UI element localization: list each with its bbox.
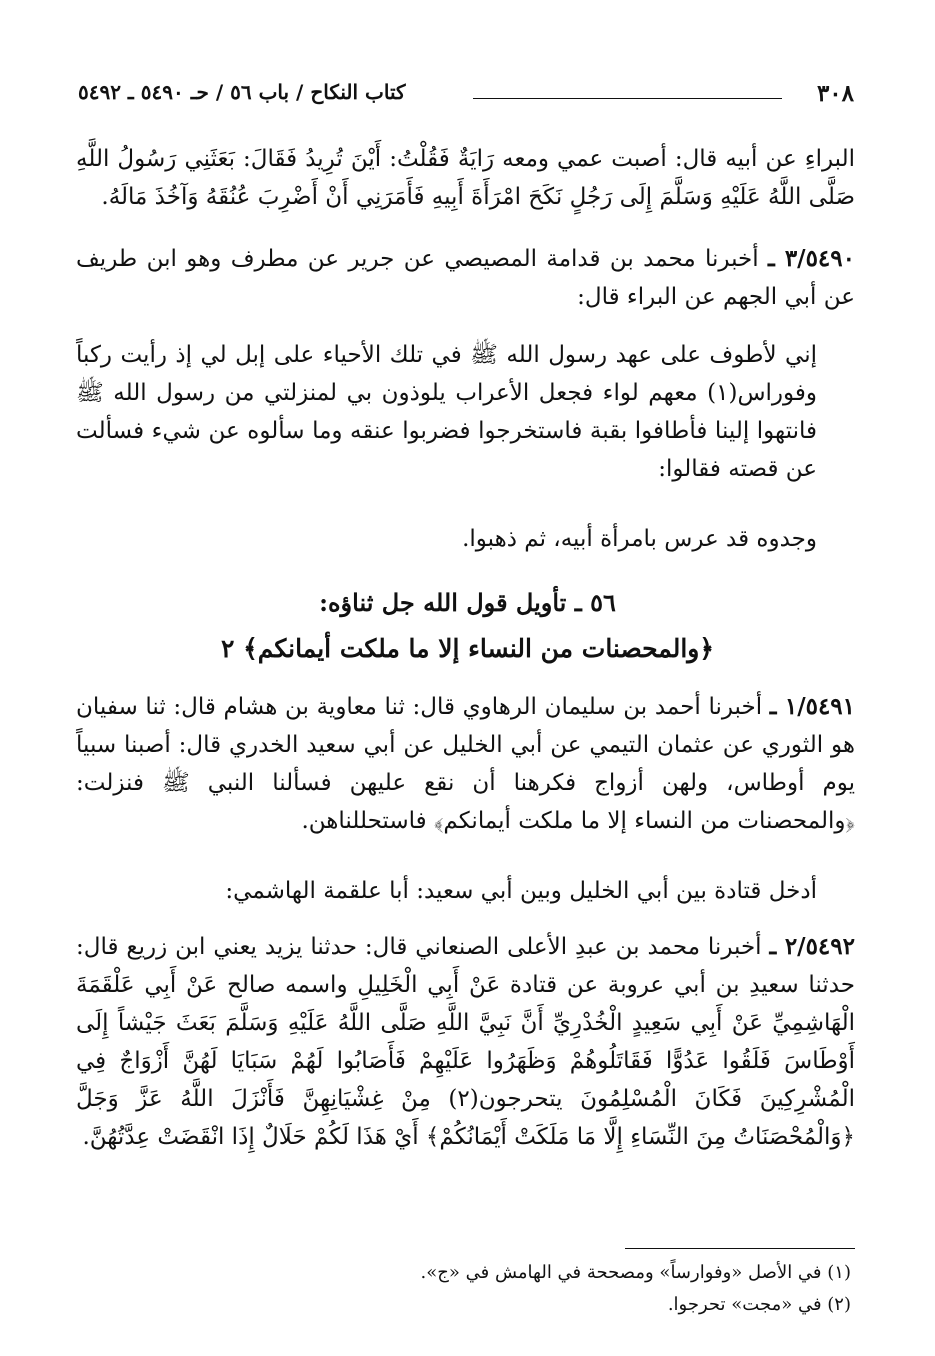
- hadith-number: ٣/٥٤٩٠ ـ: [768, 245, 855, 272]
- paragraph-bara: البراءِ عن أبيه قال: أصبت عمي ومعه رَايَةٌ فَقُلْتُ: أَيْنَ تُرِيدُ فَقَالَ: بَعَثَنِي رَسُولُ اللَّهِ صَلَّى اللَّهُ عَلَيْهِ وَسَلَّمَ إِلَى رَجُلٍ نَكَحَ امْرَأَةَ أَبِيهِ فَأَمَرَنِي أَنْ أَضْرِبَ عُنُقَهُ وَآخُذَ مَالَهُ.: [76, 146, 855, 210]
- paragraph-note: أدخل قتادة بين أبي الخليل وبين أبي سعيد: أبا علقمة الهاشمي:: [225, 878, 817, 904]
- hadith-5490: [76, 240, 855, 316]
- hadith-5492: [76, 928, 855, 1156]
- chapter-verse: ﴿والمحصنات من النساء إلا ما ملكت أيمانكم﴾ ٢: [220, 634, 715, 663]
- hadith-text: أخبرنا محمد بن قدامة المصيصي عن جرير عن مطرف وهو ابن طريف عن أبي الجهم عن البراء قال:: [76, 246, 855, 310]
- page-number: ٣٠٨: [816, 80, 854, 107]
- chapter-title: ٥٦ ـ تأويل قول الله جل ثناؤه:: [319, 588, 616, 617]
- footnote-rule: [625, 1248, 855, 1249]
- paragraph-ending: وجدوه قد عرس بامرأة أبيه، ثم ذهبوا.: [462, 526, 817, 552]
- hadith-text: أخبرنا محمد بن عبدِ الأعلى الصنعاني قال: حدثنا يزيد يعني ابن زريع قال: حدثنا سعيدِ بن أبي عروبة عن قتادة عَنْ أَبِي الْخَلِيلِ واسمه صالح عَنْ أَبِي عَلْقَمَةَ الْهَاشِمِيِّ عَنْ أَبِي سَعِيدٍ الْخُدْرِيِّ أَنَّ نَبِيَّ اللَّهِ صَلَّى اللَّهُ عَلَيْهِ وَسَلَّمَ بَعَثَ جَيْشاً إِلَى أَوْطَاسَ فَلَقُوا عَدُوًّا فَقَاتَلُوهُمْ وَظَهَرُوا عَلَيْهِمْ فَأَصَابُوا لَهُمْ سَبَايَا لَهُنَّ أَزْوَاجٌ فِي الْمُشْرِكِينَ فَكَانَ الْمُسْلِمُونَ يتحرجون(٢) مِنْ غِشْيَانِهِنَّ فَأَنْزَلَ اللَّهُ عَزَّ وَجَلَّ ﴿وَالْمُحْصَنَاتُ مِنَ النِّسَاءِ إِلَّا مَا مَلَكَتْ أَيْمَانُكُمْ﴾ أَيْ هَذَا لَكُمْ حَلَالٌ إِذَا انْقَضَتْ عِدَّتُهُنَّ.: [76, 934, 855, 1150]
- footnote: (١) في الأصل «وفوارساً» ومصححة في الهامش في «ج».: [420, 1262, 851, 1283]
- hadith-number: ١/٥٤٩١ ـ: [769, 693, 856, 720]
- paragraph-narration: إني لأطوف على عهد رسول الله ﷺ في تلك الأحياء على إبل لي إذ رأيت ركباً وفوراس(١) معهم لواء فجعل الأعراب يلوذون بي لمنزلتي من رسول الله ﷺ فانتهوا إلينا فأطافوا بقبة فاستخرجوا فضربوا عنقه وما سألوه عن شيء فسألت عن قصته فقالوا:: [76, 342, 817, 482]
- header-rule: [473, 98, 782, 99]
- footnote: (٢) في «مجت» تحرجوا.: [667, 1294, 851, 1315]
- page-header: [78, 80, 854, 114]
- running-title: كتاب النكاح / باب ٥٦ / حـ ٥٤٩٠ ـ ٥٤٩٢: [78, 80, 406, 104]
- hadith-5491: [76, 688, 855, 840]
- hadith-text: أخبرنا أحمد بن سليمان الرهاوي قال: ثنا معاوية بن هشام قال: ثنا سفيان هو الثوري عن عثمان التيمي عن أبي الخليل عن أبي سعيد الخدري قال: أصبنا سبياً يوم أوطاس، ولهن أزواج فكرهنا أن نقع عليهن فسألنا النبي ﷺ فنزلت: ﴿والمحصنات من النساء إلا ما ملكت أيمانكم﴾ فاستحللناهن.: [76, 694, 855, 834]
- hadith-number: ٢/٥٤٩٢ ـ: [769, 933, 855, 960]
